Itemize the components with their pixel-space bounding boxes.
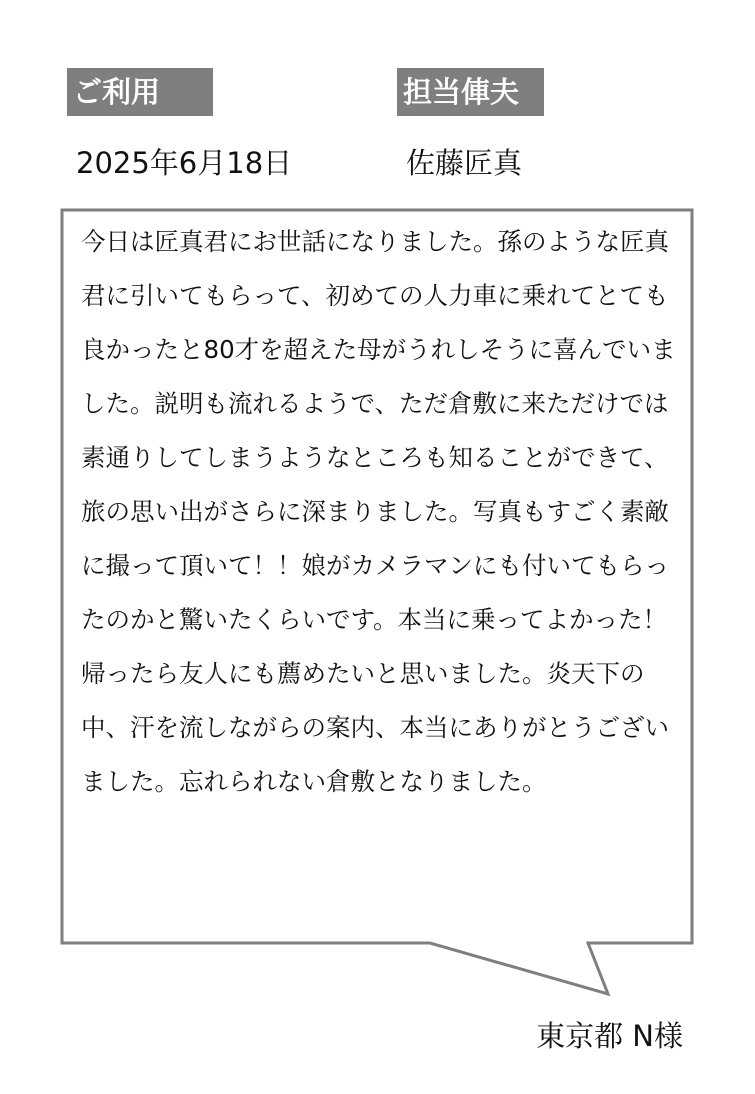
- staff-label: 担当俥夫: [397, 68, 544, 116]
- usage-date-label: ご利用: [67, 68, 213, 116]
- reviewer-signature: 東京都 N様: [536, 1019, 683, 1053]
- usage-date-value: 2025年6月18日: [76, 146, 293, 180]
- staff-name-value: 佐藤匠真: [406, 146, 523, 180]
- review-message: 今日は匠真君にお世話になりました。孫のような匠真君に引いてもらって、初めての人力車に乗れてとても良かったと80才を超えた母がうれしそうに喜んでいました。説明も流れるようで、ただ倉敷に来ただけでは素通りしてしまうようなところも知ることができて、旅の思い出がさらに深まりました。写真もすごく素敵に撮って頂いて！！娘がカメラマンにも付いてもらったのかと驚いたくらいです。本当に乗ってよかった！帰ったら友人にも薦めたいと思いました。炎天下の中、汗を流しながらの案内、本当にありがとうございました。忘れられない倉敷となりました。: [81, 227, 676, 796]
